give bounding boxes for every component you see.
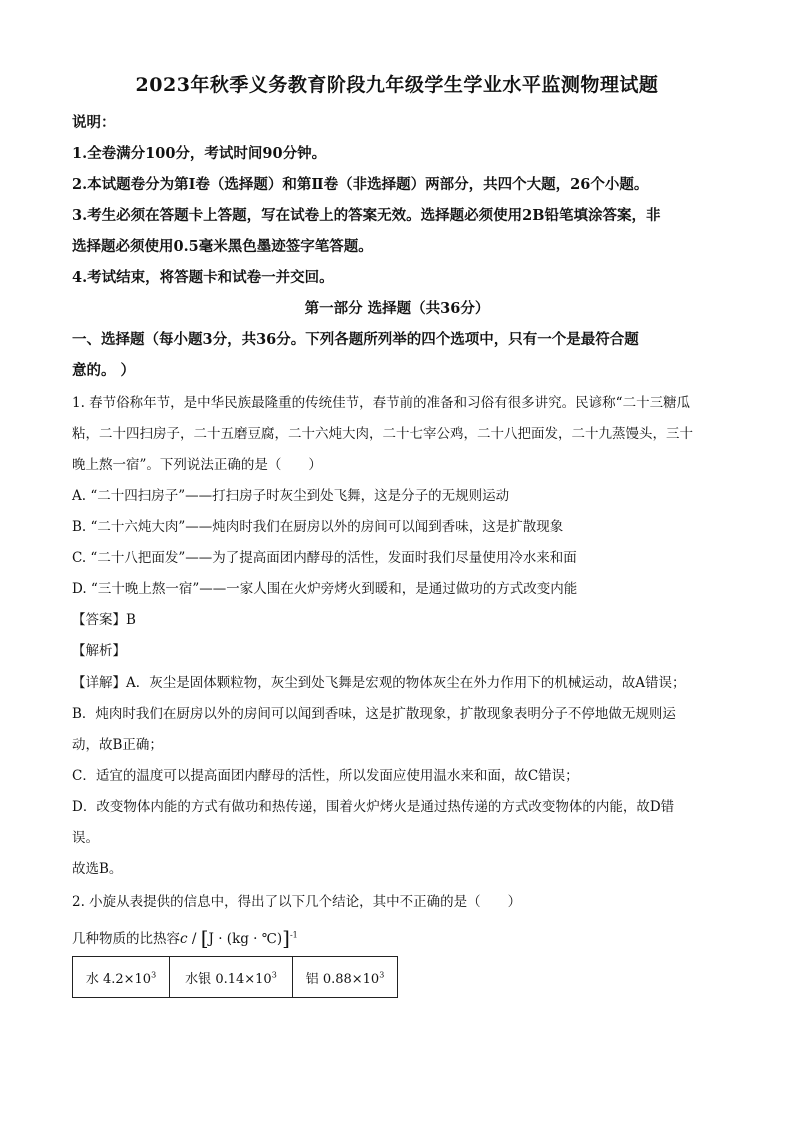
cell-exponent: 3 — [271, 970, 277, 980]
caption-symbol: c — [180, 931, 188, 947]
question-1-stem-line-2: 粘，二十四扫房子，二十五磨豆腐，二十六炖大肉，二十七宰公鸡，二十八把面发，二十九蒸馒头，三十 — [72, 426, 693, 442]
instructions-heading: 说明： — [72, 114, 116, 131]
question-1-option-b: B. “二十六炖大肉”——炖肉时我们在厨房以外的房间可以闻到香味，这是扩散现象 — [72, 519, 564, 535]
question-1-stem-line-3: 晚上熬一宿”。下列说法正确的是（ ） — [72, 457, 322, 473]
cell-exponent: 3 — [379, 970, 385, 980]
cell-value: 0.14×10 — [215, 971, 272, 987]
specific-heat-caption: 几种物质的比热容c / [J · (kg · ℃)]$^{-1}$ — [72, 926, 298, 950]
question-1-conclusion: 故选B。 — [72, 861, 123, 877]
cell-value: 0.88×10 — [322, 971, 380, 987]
question-1-option-d: D. “三十晚上熬一宿”——一家人围在火炉旁烤火到暖和，是通过做功的方式改变内能 — [72, 581, 578, 597]
question-1-option-a: A. “二十四扫房子”——打扫房子时灰尘到处飞舞，这是分子的无规则运动 — [72, 488, 510, 504]
cell-substance: 水银 — [185, 971, 212, 987]
question-1-detail-line-4: C．适宜的温度可以提高面团内酵母的活性，所以发面应使用温水来和面，故C错误； — [72, 768, 579, 784]
question-1-option-c: C. “二十八把面发”——为了提高面团内酵母的活性，发面时我们尽量使用冷水来和面 — [72, 550, 577, 566]
question-1-detail-line-5: D．改变物体内能的方式有做功和热传递，围着火炉烤火是通过热传递的方式改变物体的内能，故D错 — [72, 799, 675, 815]
table-cell-mercury — [170, 957, 293, 998]
cell-substance: 水 — [85, 971, 99, 987]
cell-exponent: 3 — [151, 970, 157, 980]
instruction-item-3-line-2: 选择题必须使用0.5毫米黑色墨迹签字笔答题。 — [72, 238, 373, 255]
question-1-detail-line-3: 动，故B正确； — [72, 737, 163, 753]
caption-unit: J · (kg · ℃) — [208, 931, 283, 947]
table-cell-aluminum — [293, 957, 398, 998]
specific-heat-table — [72, 956, 398, 998]
question-2-stem: 2. 小旋从表提供的信息中，得出了以下几个结论，其中不正确的是（ ） — [72, 894, 522, 910]
table-row — [73, 957, 398, 998]
question-1-detail-line-6: 误。 — [72, 830, 99, 846]
question-1-analysis-label: 【解析】 — [72, 643, 126, 659]
cell-substance: 铝 — [305, 971, 319, 987]
question-1-detail-line-1: 【详解】A．灰尘是固体颗粒物，灰尘到处飞舞是宏观的物体灰尘在外力作用下的机械运动，故A错误； — [72, 675, 686, 691]
section-one-heading-line-2: 意的。 ） — [72, 362, 136, 379]
instruction-item-1: 1.全卷满分100分，考试时间90分钟。 — [72, 145, 327, 162]
question-1-answer: 【答案】B — [72, 612, 136, 628]
question-1-stem-line-1: 1. 春节俗称年节，是中华民族最隆重的传统佳节，春节前的准备和习俗有很多讲究。民谚称“二十三糖瓜 — [72, 395, 691, 411]
caption-text: 几种物质的比热容 — [72, 931, 180, 947]
section-one-heading-line-1: 一、选择题（每小题3分，共36分。下列各题所列举的四个选项中，只有一个是最符合题 — [72, 331, 639, 348]
instruction-item-2: 2.本试题卷分为第Ⅰ卷（选择题）和第Ⅱ卷（非选择题）两部分，共四个大题，26个小题。 — [72, 176, 649, 193]
instruction-item-4: 4.考试结束，将答题卡和试卷一并交回。 — [72, 269, 334, 286]
cell-value: 4.2×10 — [102, 971, 152, 987]
caption-exponent: -1 — [289, 930, 298, 940]
table-cell-water — [73, 957, 170, 998]
part-one-heading: 第一部分 选择题（共36分） — [304, 300, 490, 317]
question-1-detail-line-2: B．炖肉时我们在厨房以外的房间可以闻到香味，这是扩散现象，扩散现象表明分子不停地做无规则运 — [72, 706, 676, 722]
instruction-item-3-line-1: 3.考生必须在答题卡上答题，写在试卷上的答案无效。选择题必须使用2B铅笔填涂答案，非 — [72, 207, 661, 224]
page-title: 2023年秋季义务教育阶段九年级学生学业水平监测物理试题 — [135, 74, 659, 96]
